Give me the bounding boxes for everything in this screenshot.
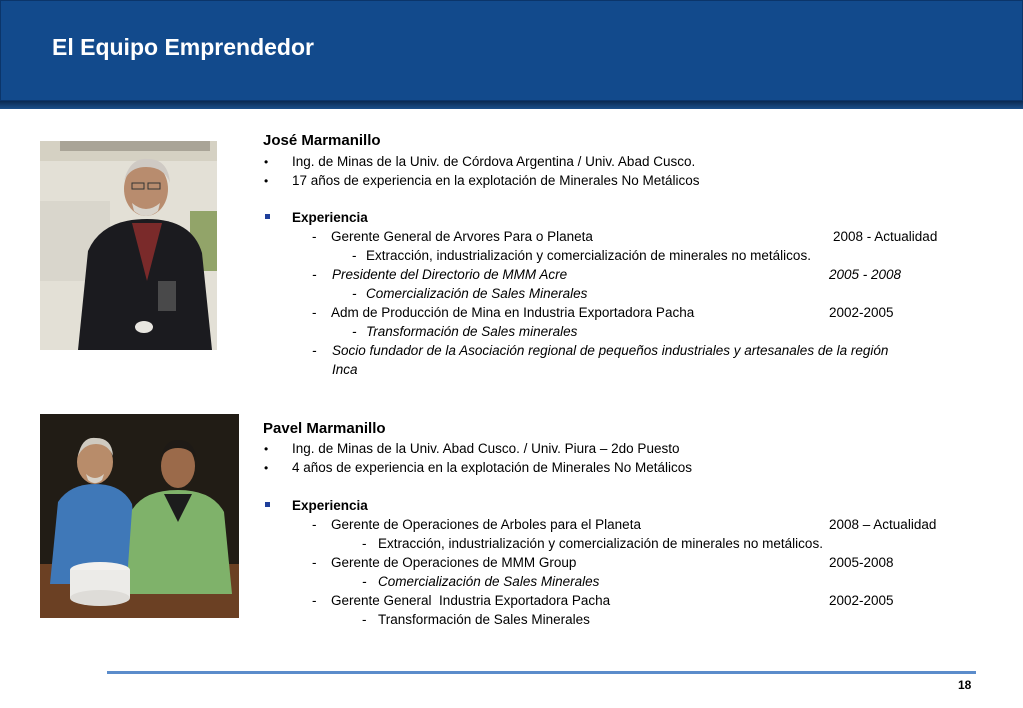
role-title: Gerente de Operaciones de Arboles para el Planeta	[331, 517, 641, 532]
role-detail: Extracción, industrialización y comercialización de minerales no metálicos.	[378, 536, 823, 551]
role-title: Presidente del Directorio de MMM Acre	[332, 267, 568, 282]
dash-icon: -	[312, 305, 317, 320]
person-name: José Marmanillo	[263, 132, 381, 149]
role-title: Socio fundador de la Asociación regional de pequeños industriales y artesanales de la región	[332, 343, 889, 358]
dash-icon: -	[352, 286, 357, 301]
bullet-icon: •	[264, 461, 269, 475]
bullet-icon: •	[264, 155, 269, 169]
experience-heading: Experiencia	[292, 210, 368, 225]
role-detail: Comercialización de Sales Minerales	[378, 574, 600, 589]
jose-marmanillo-photo	[40, 141, 217, 350]
role-title: Gerente General de Arvores Para o Planeta	[331, 229, 593, 244]
role-period: 2002-2005	[829, 305, 894, 320]
role-title-continued: Inca	[332, 362, 358, 377]
role-detail: Transformación de Sales minerales	[366, 324, 578, 339]
dash-icon: -	[312, 517, 317, 532]
experience-heading: Experiencia	[292, 498, 368, 513]
role-period: 2005 - 2008	[829, 267, 902, 282]
pavel-marmanillo-photo	[40, 414, 239, 618]
square-bullet-icon	[265, 502, 270, 507]
role-title: Adm de Producción de Mina en Industria Exportadora Pacha	[331, 305, 695, 320]
role-detail: Comercialización de Sales Minerales	[366, 286, 588, 301]
dash-icon: -	[312, 267, 317, 282]
footer-divider	[107, 671, 976, 674]
role-detail: Extracción, industrialización y comercialización de minerales no metálicos.	[366, 248, 811, 263]
dash-icon: -	[362, 612, 367, 627]
dash-icon: -	[352, 324, 357, 339]
credential-line: Ing. de Minas de la Univ. Abad Cusco. / Univ. Piura – 2do Puesto	[292, 441, 680, 456]
role-period: 2008 – Actualidad	[829, 517, 937, 532]
person-name: Pavel Marmanillo	[263, 420, 386, 437]
dash-icon: -	[352, 248, 357, 263]
role-period: 2008 - Actualidad	[833, 229, 938, 244]
role-period: 2005-2008	[829, 555, 894, 570]
square-bullet-icon	[265, 214, 270, 219]
bullet-icon: •	[264, 442, 269, 456]
dash-icon: -	[312, 343, 317, 358]
dash-icon: -	[312, 555, 317, 570]
page-number: 18	[958, 678, 972, 692]
dash-icon: -	[362, 536, 367, 551]
role-detail: Transformación de Sales Minerales	[378, 612, 590, 627]
header-divider	[0, 101, 1023, 109]
role-period: 2002-2005	[829, 593, 894, 608]
credential-line: 4 años de experiencia en la explotación de Minerales No Metálicos	[292, 460, 692, 475]
credential-line: 17 años de experiencia en la explotación de Minerales No Metálicos	[292, 173, 700, 188]
dash-icon: -	[312, 593, 317, 608]
role-title: Gerente General Industria Exportadora Pacha	[331, 593, 611, 608]
role-title: Gerente de Operaciones de MMM Group	[331, 555, 577, 570]
credential-line: Ing. de Minas de la Univ. de Córdova Argentina / Univ. Abad Cusco.	[292, 154, 696, 169]
dash-icon: -	[312, 229, 317, 244]
dash-icon: -	[362, 574, 367, 589]
bullet-icon: •	[264, 174, 269, 188]
slide-title: El Equipo Emprendedor	[52, 34, 314, 60]
